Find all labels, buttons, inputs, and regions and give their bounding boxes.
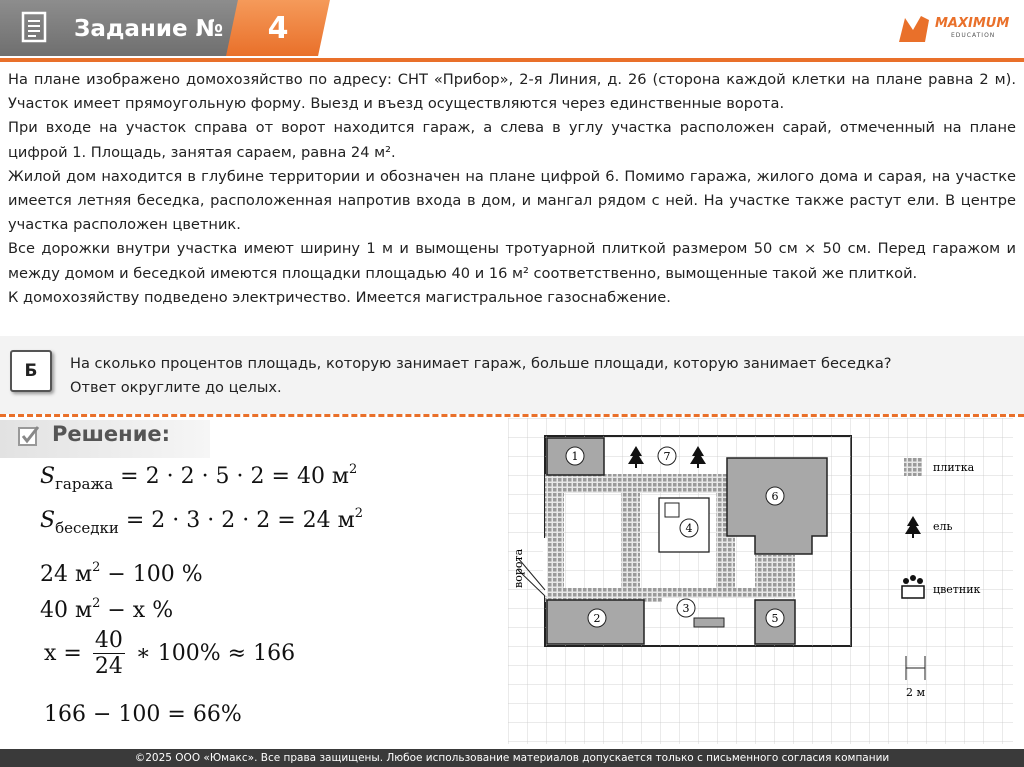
plan-number: 1 [571,450,579,463]
formula-var: S [40,508,56,533]
task-paragraph: К домохозяйству подведено электричество. Имеется магистральное газоснабжение. [8,288,671,306]
proportion-line-2 [40,598,173,623]
plan-number: 6 [771,490,779,503]
fraction-numerator: 40 [94,628,123,653]
legend-tile-swatch [904,458,922,476]
proportion-percent: − x % [100,598,174,623]
x-calculation [44,628,295,679]
x-lhs: x = [44,641,82,666]
page-title: Задание № [74,16,224,42]
x-rhs: ∗ 100% ≈ 166 [135,641,296,666]
formula-subscript: беседки [55,519,119,537]
scale-label: 2 м [906,686,926,699]
fraction [93,628,125,679]
task-number-badge [226,0,330,56]
proportion-value: 40 м [40,598,93,623]
formula-rhs: = 2 · 2 · 5 · 2 = 40 м [120,464,350,489]
formula-var: S [40,464,56,489]
footer-copyright: ©2025 ООО «Юмакс». Все права защищены. Любое использование материалов допускается только с письменного согласия компании [0,749,1024,767]
solution-title: Решение: [52,422,171,446]
question-letter: Б [10,350,52,392]
gate-label: ворота [512,548,525,588]
logo-subtext: EDUCATION [951,32,996,39]
proportion-value: 24 м [40,562,93,587]
logo [895,8,1015,48]
proportion-percent: − 100 % [100,562,203,587]
checkbox-icon [18,425,40,447]
formula-exponent: 2 [354,506,364,521]
legend-tile-label: плитка [933,461,975,474]
legend-tree-label: ель [933,520,953,533]
task-paragraph: Все дорожки внутри участка имеют ширину 1 м и вымощены тротуарной плиткой размером 50 см × 50 см. Перед гаражом и между домом и беседкой имеются площадки площадью 40 и 16 м² соответственно, вымощенные такой же плиткой. [8,240,1016,282]
gazebo-area-formula [40,506,364,537]
grill [694,618,724,627]
plan-number: 5 [771,612,779,625]
section-divider [0,414,1024,417]
task-paragraph: На плане изображено домохозяйство по адресу: СНТ «Прибор», 2-я Линия, д. 26 (сторона каждой клетки на плане равна 2 м). Участок имеет прямоугольную форму. Выезд и въезд осуществляются через единственные ворота. [8,71,1016,113]
final-answer: 166 − 100 = 66% [44,702,242,727]
header-divider [0,58,1024,62]
plan-number: 3 [682,602,690,615]
fraction-denominator: 24 [94,654,123,679]
plan-number: 4 [685,522,693,535]
task-description [8,68,1016,310]
question-text: На сколько процентов площадь, которую занимает гараж, больше площади, которую занимает беседка? Ответ округлите до целых. [70,355,892,396]
proportion-line-1 [40,562,203,587]
document-icon [20,10,50,44]
formula-rhs: = 2 · 3 · 2 · 2 = 24 м [125,508,355,533]
maximum-logo-icon [895,8,935,48]
flowerbed-icon [665,503,679,517]
header [0,0,1024,60]
formula-subscript: гаража [55,475,114,493]
task-paragraph: При входе на участок справа от ворот находится гараж, а слева в углу участка расположен сарай, отмеченный на плане цифрой 1. Площадь, занятая сараем, равна 24 м². [8,119,1016,161]
site-plan [508,418,1018,744]
garage-area-formula [40,462,358,493]
task-number: 4 [267,11,289,46]
plan-number: 7 [663,450,671,463]
formula-exponent: 2 [349,462,358,477]
formula-exponent: 2 [92,596,101,611]
logo-text: MAXIMUM [935,16,1010,31]
plan-number: 2 [593,612,601,625]
legend-flower-label: цветник [933,583,981,596]
flower-icon [902,575,924,598]
formula-exponent: 2 [92,560,101,575]
task-paragraph: Жилой дом находится в глубине территории и обозначен на плане цифрой 6. Помимо гаража, жилого дома и сарая, на участке имеется летняя беседка, расположенная напротив входа в дом, и мангал рядом с ней. На участке также растут ели. В центре участка расположен цветник. [8,167,1016,234]
